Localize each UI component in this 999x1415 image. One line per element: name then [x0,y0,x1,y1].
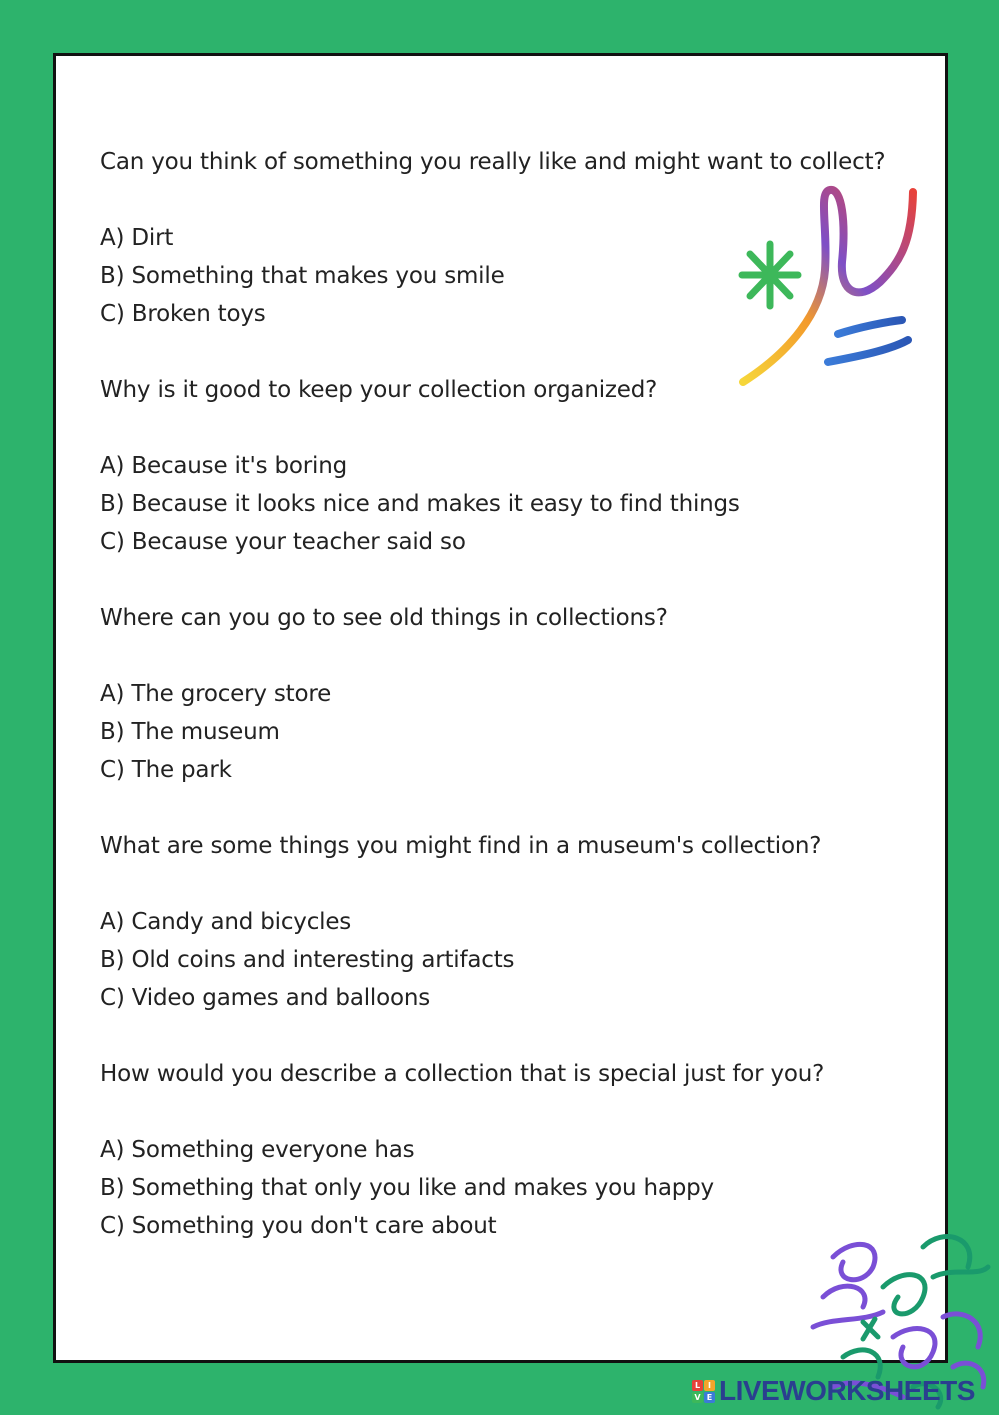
option-c[interactable]: C) Broken toys [100,301,266,327]
question-block-3 [100,599,920,789]
options-list [100,675,920,789]
options-list [100,447,920,561]
option-c[interactable]: C) Video games and balloons [100,985,430,1011]
question-block-5 [100,1055,920,1245]
liveworksheets-logo[interactable] [692,1374,975,1408]
question-text: Can you think of something you really like and might want to collect? [100,149,886,175]
badge-letter: I [704,1380,715,1391]
rainbow-squiggle-icon [730,182,930,392]
logo-badge [692,1380,715,1403]
brand-name: LIVEWORKSHEETS [719,1375,975,1406]
option-a[interactable]: A) Something everyone has [100,1137,415,1163]
option-c[interactable]: C) Because your teacher said so [100,529,466,555]
option-b[interactable]: B) Something that makes you smile [100,263,505,289]
option-c[interactable]: C) The park [100,757,232,783]
options-list [100,1131,920,1245]
option-b[interactable]: B) Something that only you like and makes you happy [100,1175,714,1201]
question-block-2 [100,371,920,561]
question-text: How would you describe a collection that is special just for you? [100,1061,825,1087]
option-b[interactable]: B) The museum [100,719,280,745]
question-text: What are some things you might find in a museum's collection? [100,833,822,859]
option-a[interactable]: A) Candy and bicycles [100,909,352,935]
badge-letter: E [704,1392,715,1403]
option-c[interactable]: C) Something you don't care about [100,1213,497,1239]
question-block-4 [100,827,920,1017]
option-a[interactable]: A) Dirt [100,225,174,251]
badge-letter: V [692,1392,703,1403]
option-a[interactable]: A) The grocery store [100,681,332,707]
question-text: Where can you go to see old things in collections? [100,605,668,631]
option-b[interactable]: B) Because it looks nice and makes it easy to find things [100,491,740,517]
option-a[interactable]: A) Because it's boring [100,453,348,479]
options-list [100,903,920,1017]
badge-letter: L [692,1380,703,1391]
question-text: Why is it good to keep your collection organized? [100,377,658,403]
option-b[interactable]: B) Old coins and interesting artifacts [100,947,515,973]
